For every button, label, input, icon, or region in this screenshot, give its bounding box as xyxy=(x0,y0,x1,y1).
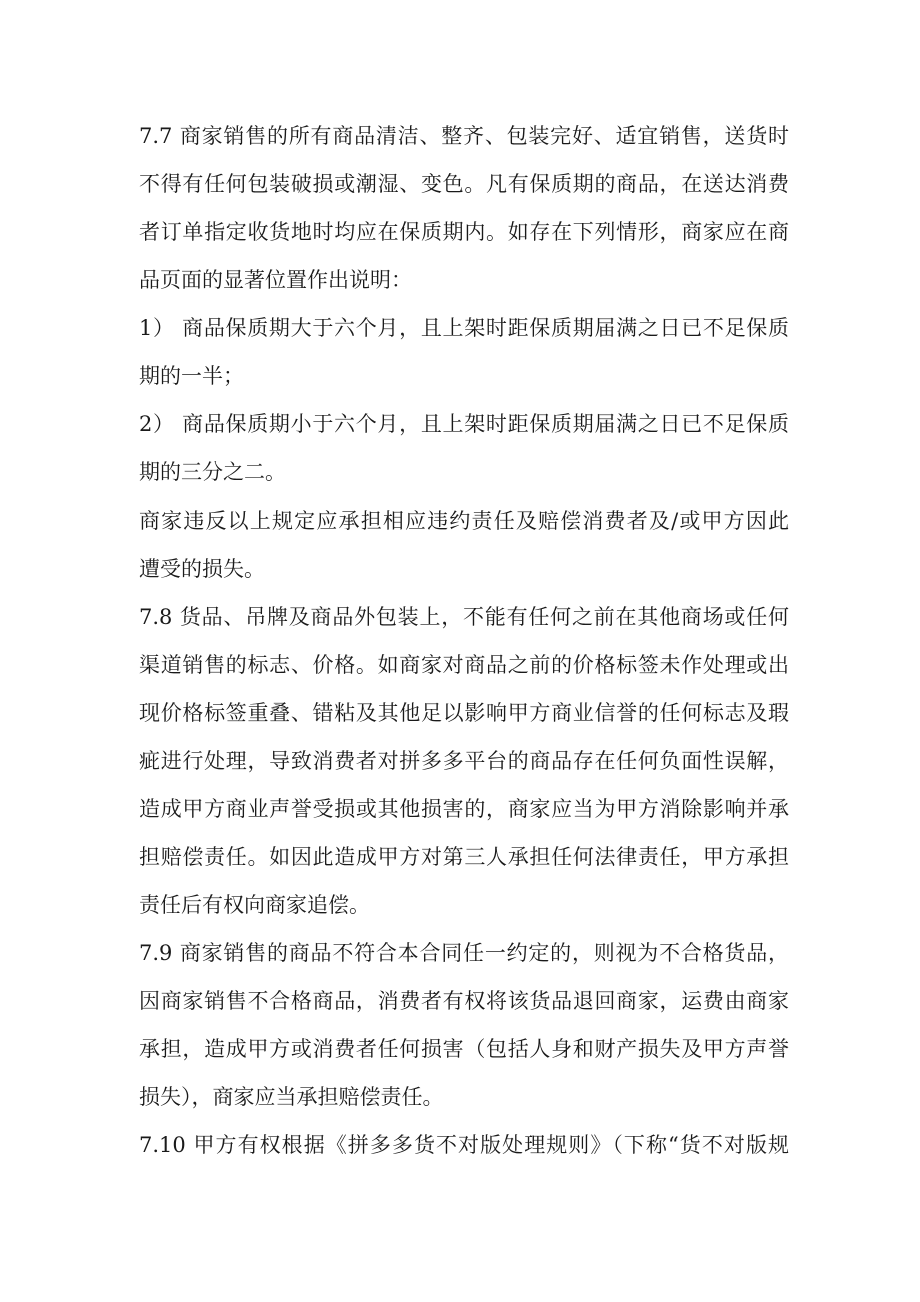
paragraph-line: 因商家销售不合格商品，消费者有权将该货品退回商家，运费由商家 xyxy=(139,989,789,1013)
paragraph-line: 现价格标签重叠、错粘及其他足以影响甲方商业信誉的任何标志及瑕 xyxy=(139,701,789,725)
paragraph-line: 7.7 商家销售的所有商品清洁、整齐、包装完好、适宜销售，送货时 xyxy=(139,124,789,148)
paragraph-line: 7.10 甲方有权根据《拼多多货不对版处理规则》（下称“货不对版规 xyxy=(139,1133,789,1157)
paragraph-line: 损失），商家应当承担赔偿责任。 xyxy=(139,1085,444,1109)
paragraph-line: 7.8 货品、吊牌及商品外包装上，不能有任何之前在其他商场或任何 xyxy=(139,605,789,629)
paragraph-line: 商家违反以上规定应承担相应违约责任及赔偿消费者及/或甲方因此 xyxy=(139,509,789,533)
paragraph-line: 疵进行处理，导致消费者对拼多多平台的商品存在任何负面性误解， xyxy=(139,749,789,773)
paragraph-line: 品页面的显著位置作出说明： xyxy=(139,268,412,292)
paragraph-line: 承担，造成甲方或消费者任何损害（包括人身和财产损失及甲方声誉 xyxy=(139,1037,789,1061)
list-item-line: 2） 商品保质期小于六个月，且上架时距保质期届满之日已不足保质 xyxy=(139,412,789,436)
paragraph-line: 7.9 商家销售的商品不符合本合同任一约定的，则视为不合格货品， xyxy=(139,941,789,965)
paragraph-line: 者订单指定收货地时均应在保质期内。如存在下列情形，商家应在商 xyxy=(139,220,789,244)
paragraph-line: 责任后有权向商家追偿。 xyxy=(139,893,370,917)
list-item-line: 期的三分之二。 xyxy=(139,460,286,484)
list-item-line: 期的一半； xyxy=(139,364,244,388)
paragraph-line: 渠道销售的标志、价格。如商家对商品之前的价格标签未作处理或出 xyxy=(139,653,789,677)
paragraph-line: 遭受的损失。 xyxy=(139,557,265,581)
paragraph-line: 担赔偿责任。如因此造成甲方对第三人承担任何法律责任，甲方承担 xyxy=(139,845,789,869)
paragraph-line: 造成甲方商业声誉受损或其他损害的，商家应当为甲方消除影响并承 xyxy=(139,797,789,821)
paragraph-line: 不得有任何包装破损或潮湿、变色。凡有保质期的商品，在送达消费 xyxy=(139,172,789,196)
list-item-line: 1） 商品保质期大于六个月，且上架时距保质期届满之日已不足保质 xyxy=(139,316,789,340)
